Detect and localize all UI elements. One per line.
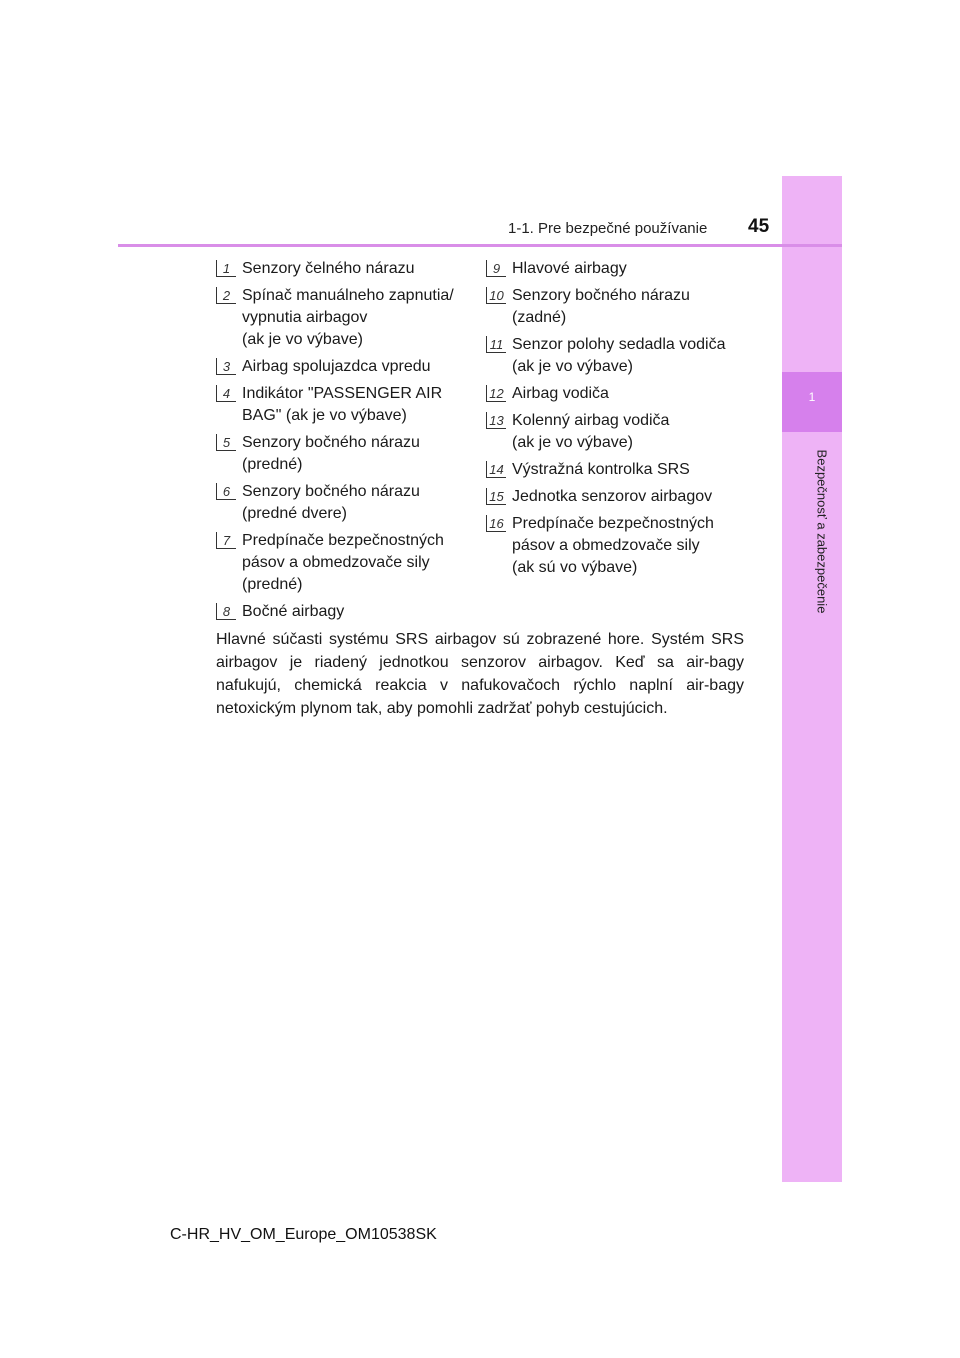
legend-item [486,459,748,481]
legend-text: Spínač manuálneho zapnutia/ vypnutia airbagov (ak je vo výbave) [242,287,454,348]
footer-doc-id: C-HR_HV_OM_Europe_OM10538SK [170,1226,437,1243]
legend-item [216,601,474,623]
chapter-title: Bezpečnosť a zabezpečenie [814,449,830,614]
legend-item [216,285,474,351]
legend-number: 7 [216,532,236,549]
legend-number: 13 [486,412,506,429]
legend-text: Predpínače bezpečnostných pásov a obmedzovače sily (predné) [242,532,444,593]
legend-number: 8 [216,603,236,620]
legend-item [486,410,748,454]
legend-number: 14 [486,461,506,478]
legend-number: 5 [216,434,236,451]
legend-item [216,258,474,280]
legend-text: Airbag vodiča [512,385,609,402]
legend-item [486,383,748,405]
legend-text: Senzory čelného nárazu [242,260,415,277]
legend-number: 4 [216,385,236,402]
legend-text: Kolenný airbag vodiča (ak je vo výbave) [512,412,670,451]
legend-item [216,481,474,525]
legend-number: 2 [216,287,236,304]
legend-item [486,334,748,378]
chapter-number: 1 [808,390,816,404]
legend-number: 12 [486,385,506,402]
page-number: 45 [748,216,770,237]
legend-text: Senzor polohy sedadla vodiča (ak je vo výbave) [512,336,726,375]
legend-text: Senzory bočného nárazu (predné dvere) [242,483,420,522]
legend-item [216,356,474,378]
legend-text: Hlavové airbagy [512,260,627,277]
legend-text: Airbag spolujazdca vpredu [242,358,431,375]
legend-number: 6 [216,483,236,500]
legend-number: 15 [486,488,506,505]
legend-text: Senzory bočného nárazu (zadné) [512,287,690,326]
chapter-sidebar [782,176,842,1182]
legend-left-column [216,258,474,628]
legend-item [486,513,748,579]
legend-item [486,258,748,280]
legend-item [216,383,474,427]
legend-right-column [486,258,748,584]
legend-item [486,486,748,508]
legend-number: 10 [486,287,506,304]
legend-item [216,432,474,476]
legend-number: 11 [486,336,506,353]
legend-item [486,285,748,329]
section-title: 1-1. Pre bezpečné používanie [508,220,708,237]
header-divider [118,244,842,247]
legend-text: Výstražná kontrolka SRS [512,461,690,478]
legend-number: 1 [216,260,236,277]
legend-number: 9 [486,260,506,277]
legend-number: 3 [216,358,236,375]
legend-text: Predpínače bezpečnostných pásov a obmedzovače sily (ak sú vo výbave) [512,515,714,576]
legend-item [216,530,474,596]
legend-text: Senzory bočného nárazu (predné) [242,434,420,473]
legend-text: Bočné airbagy [242,603,345,620]
body-paragraph: Hlavné súčasti systému SRS airbagov sú zobrazené hore. Systém SRS airbagov je riadený jednotkou senzorov airbagov. Keď sa air-bagy nafukujú, chemická reakcia v nafukovačoch rýchlo naplní air-bagy netoxickým plynom tak, aby pomohli zadržať pohyb cestujúcich. [216,631,744,717]
legend-number: 16 [486,515,506,532]
legend-text: Jednotka senzorov airbagov [512,488,713,505]
legend-text: Indikátor "PASSENGER AIR BAG" (ak je vo výbave) [242,385,443,424]
